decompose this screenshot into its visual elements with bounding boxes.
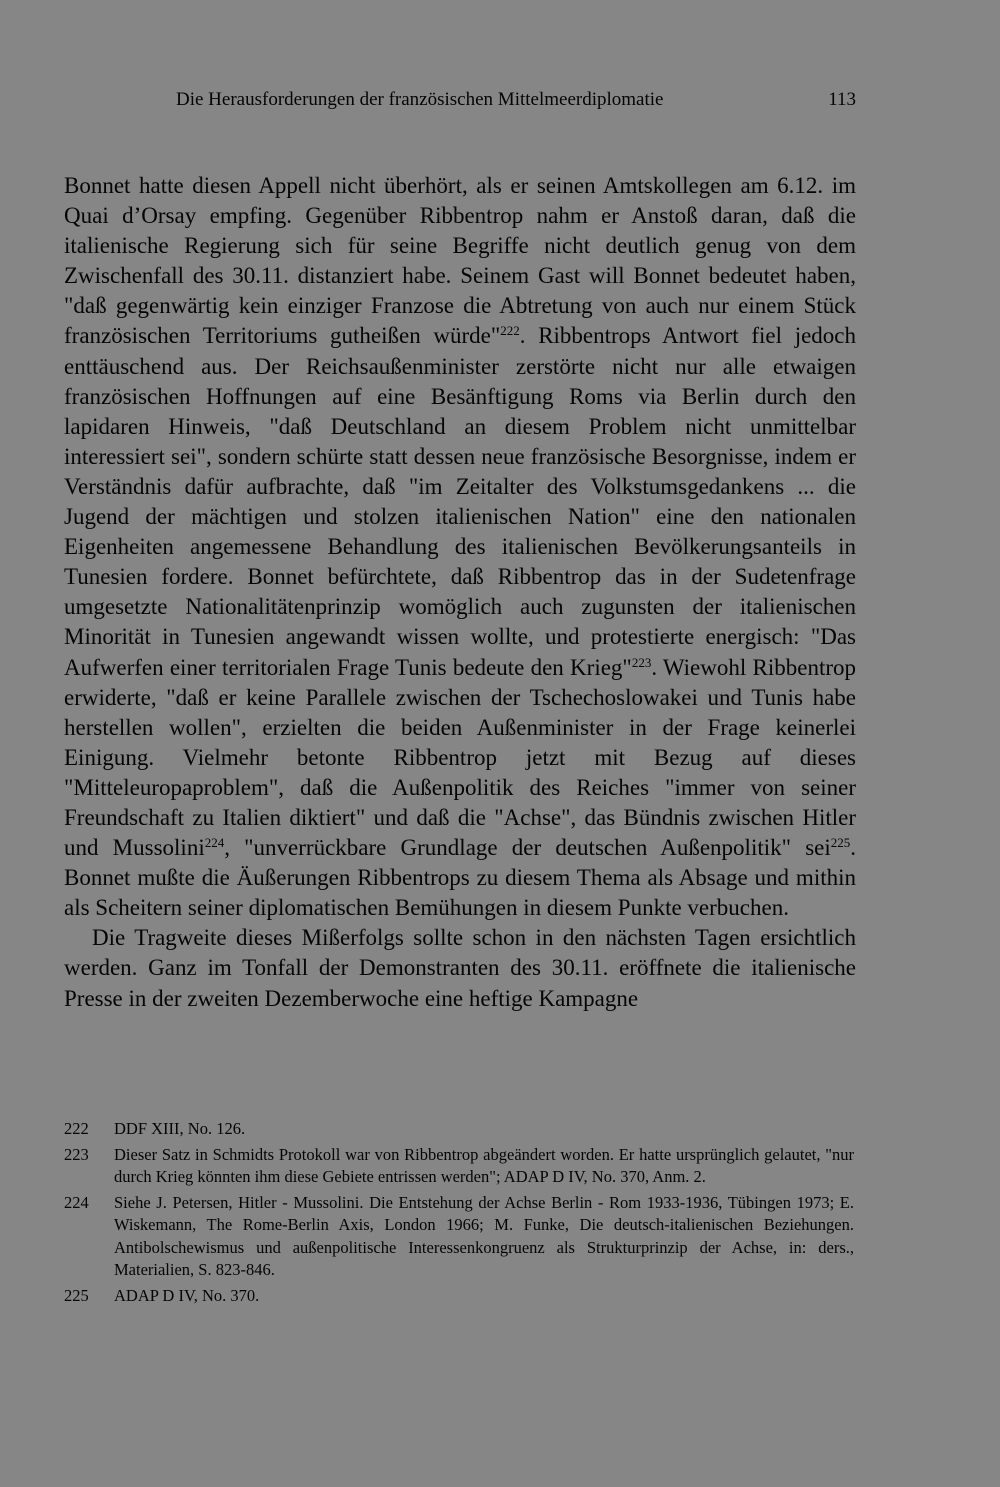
footnote-number: 223	[64, 1144, 89, 1164]
footnote	[64, 1144, 854, 1189]
main-text	[64, 171, 856, 1014]
paragraph-1-part-3: . Wiewohl Ribbentrop erwiderte, "daß er keine Parallele zwischen der Tschechoslowakei und Tunis habe herstellen wollen", erzielten die beiden Außenminister in der Frage keinerlei Einigung. Vielmehr betonte Ribbentrop jetzt mit Bezug auf dieses "Mitteleuropaproblem", daß die Außenpolitik des Reiches "immer von seiner Freundschaft zu Italien diktiert" und daß die "Achse", das Bündnis zwischen Hitler und Mussolini	[64, 654, 856, 861]
paragraph-1-part-4: , "unverrückbare Grundlage der deutschen Außenpolitik" sei	[224, 835, 831, 861]
footnote-ref-225: 225	[830, 835, 851, 851]
paragraph-2: Die Tragweite dieses Mißerfolgs sollte schon in den nächsten Tagen ersichtlich werden. Ganz im Tonfall der Demonstranten des 30.11. eröffnete die italienische Presse in der zweiten Dezemberwoche eine heftige Kampagne	[64, 925, 856, 1011]
footnote-number: 222	[64, 1119, 89, 1138]
footnote-ref-222: 222	[500, 323, 520, 339]
paragraph-1-part-5: . Bonnet mußte die Äußerungen Ribbentrops zu diesem Thema als Absage und mithin als Scheitern seiner diplomatischen Bemühungen in diesem Punkte verbuchen.	[64, 835, 856, 921]
footnote-ref-223: 223	[631, 654, 652, 670]
footnotes	[64, 1118, 854, 1310]
footnote-text: DDF XIII, No. 126.	[114, 1119, 246, 1138]
paragraph-1-part-1: Bonnet hatte diesen Appell nicht überhört, als er seinen Amtskollegen am 6.12. im Quai d’Orsay empfing. Gegenüber Ribbentrop nahm er Anstoß daran, daß die italienische Regierung sich für seine Begriffe nicht deutlich genug von dem Zwischenfall des 30.11. distanziert habe. Seinem Gast will Bonnet bedeutet haben, "daß gegenwärtig kein einziger Franzose die Abtretung von auch nur einem Stück französischen Territoriums gutheißen würde"	[64, 173, 856, 349]
footnote-ref-224: 224	[204, 835, 225, 851]
running-title: Die Herausforderungen der französischen Mittelmeerdiplomatie	[176, 89, 664, 110]
footnote-text: Dieser Satz in Schmidts Protokoll war von Ribbentrop abgeändert worden. Er hatte ursprünglich gelautet, "nur durch Krieg könnten ihm diese Gebiete entrissen werden"; ADAP D IV, No. 370, Anm. 2.	[114, 1144, 854, 1186]
footnote	[64, 1192, 854, 1282]
footnote-number: 224	[64, 1192, 89, 1212]
footnote-text: Siehe J. Petersen, Hitler - Mussolini. Die Entstehung der Achse Berlin - Rom 1933-1936, Tübingen 1973; E. Wiskemann, The Rome-Berlin Axis, London 1966; M. Funke, Die deutsch-italienischen Beziehungen. Antibolschewismus und außenpolitische Interessenkongruenz als Strukturprinzip der Achse, in: ders., Materialien, S. 823-846.	[114, 1192, 854, 1279]
footnote-number: 225	[64, 1285, 89, 1305]
footnote	[64, 1118, 854, 1141]
page-number: 113	[828, 89, 856, 110]
footnote-text: ADAP D IV, No. 370.	[114, 1285, 260, 1305]
running-header	[176, 86, 856, 114]
footnote	[64, 1285, 854, 1308]
paragraph-1	[64, 171, 856, 923]
paragraph-1-part-2: . Ribbentrops Antwort fiel jedoch enttäuschend aus. Der Reichsaußenminister zerstörte nicht nur alle etwaigen französischen Hoffnungen auf eine Besänftigung Roms via Berlin durch den lapidaren Hinweis, "daß Deutschland an diesem Problem nicht unmittelbar interessiert sei", sondern schürte statt dessen neue französische Besorgnisse, indem er Verständnis dafür aufbrachte, daß "im Zeitalter des Volkstumsgedankens ... die Jugend der mächtigen und stolzen italienischen Nation" eine den nationalen Eigenheiten angemessene Behandlung des italienischen Bevölkerungsanteils in Tunesien fordere. Bonnet befürchtete, daß Ribbentrop das in der Sudetenfrage umgesetzte Nationalitätenprinzip womöglich auch zugunsten der italienischen Minorität in Tunesien angewandt wissen wollte, und protestierte energisch: "Das Aufwerfen einer territorialen Frage Tunis bedeute den Krieg"	[64, 323, 856, 680]
